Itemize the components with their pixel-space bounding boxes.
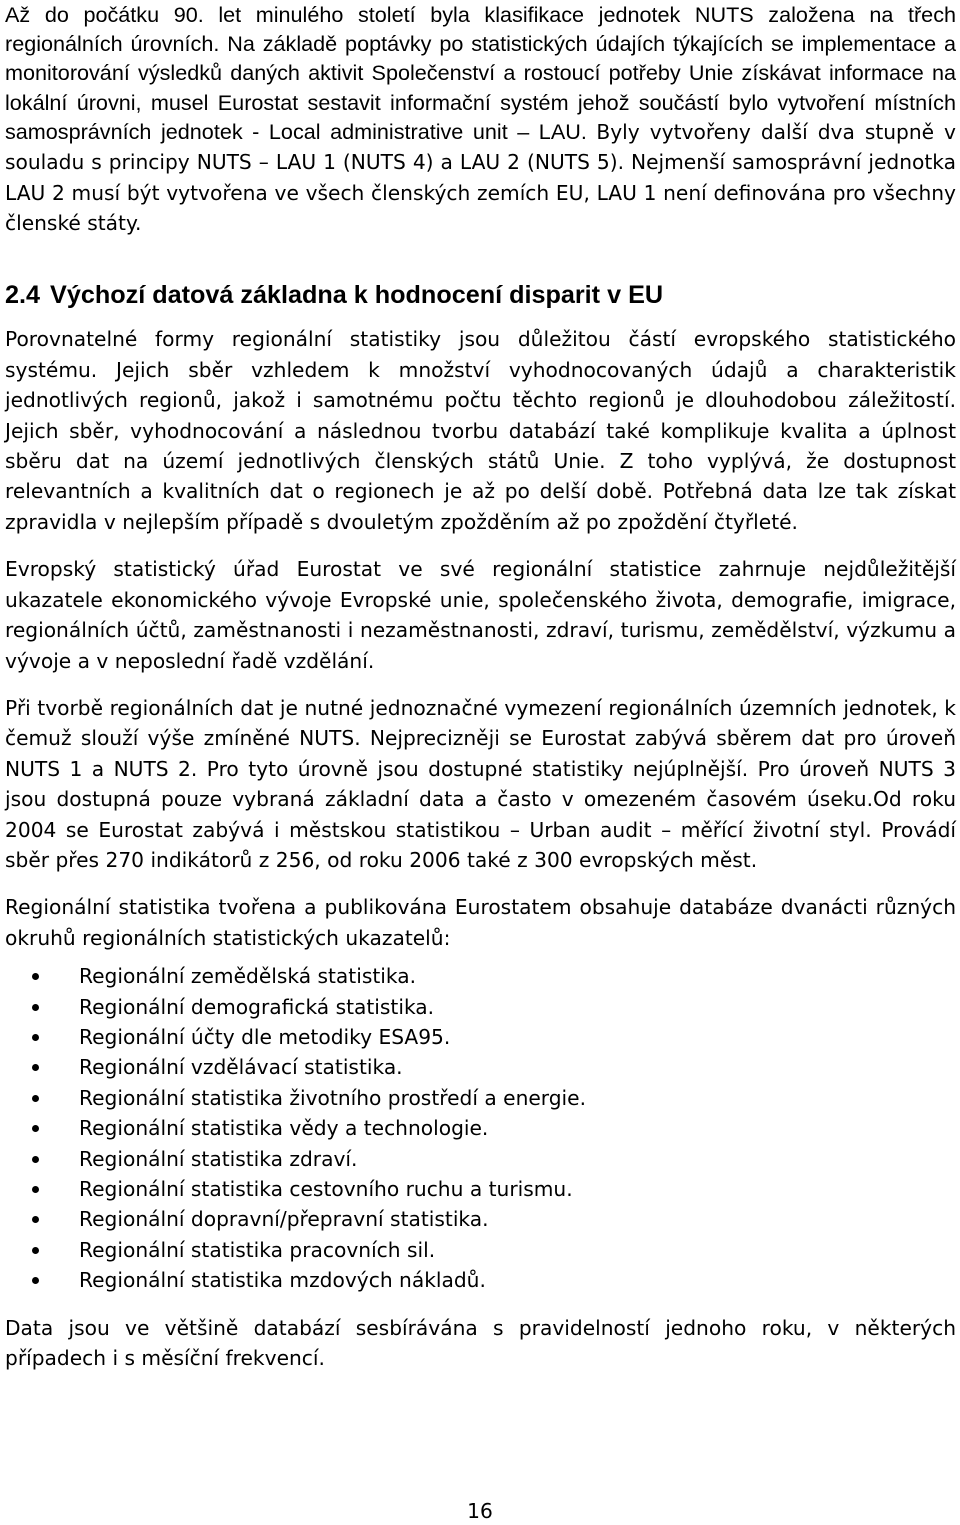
list-item-text: Regionální statistika vědy a technologie.	[79, 1116, 489, 1141]
bullet-icon	[32, 1156, 39, 1163]
list-item	[5, 1204, 956, 1234]
list-item	[5, 1144, 956, 1174]
page-number: 16	[467, 1499, 493, 1523]
list-item	[5, 1022, 956, 1052]
section-heading	[5, 278, 956, 312]
bullet-icon	[32, 1004, 39, 1011]
list-item-text: Regionální dopravní/přepravní statistika.	[79, 1207, 489, 1232]
bullet-list	[5, 961, 956, 1295]
list-item-text: Regionální demografická statistika.	[79, 994, 435, 1019]
list-item-text: Regionální statistika zdraví.	[79, 1146, 358, 1171]
list-item	[5, 1174, 956, 1204]
paragraph-data-availability: Porovnatelné formy regionální statistiky jsou důležitou částí evropského statistického systému. Jejich sběr vzhledem k množství vyhodnocovaných údajů a charakteristik jednotlivých regionů, jakož i samotnému počtu těchto regionů je dlouhodobou záležitostí. Jejich sběr, vyhodnocování a následnou tvorbu databází také komplikuje kvalita a úplnost sběru dat na území jednotlivých členských států Unie. Z toho vyplývá, že dostupnost relevantních a kvalitních dat o regionech je až po delší době. Potřebná data lze tak získat zpravidla v nejlepším případě s dvouletým zpožděním až po zpoždění čtyřleté.	[5, 327, 956, 534]
list-item-text: Regionální zemědělská statistika.	[79, 964, 416, 989]
bullet-icon	[32, 1186, 39, 1193]
list-item	[5, 1052, 956, 1082]
list-item-text: Regionální statistika cestovního ruchu a turismu.	[79, 1177, 573, 1201]
bullet-icon	[32, 1247, 39, 1254]
list-item	[5, 992, 956, 1022]
list-item	[5, 1113, 956, 1143]
bullet-icon	[32, 1064, 39, 1071]
list-item-text: Regionální účty dle metodiky ESA95.	[79, 1024, 451, 1049]
lau-text: Byly vytvořeny další dva stupně v souladu s principy NUTS – LAU 1 (NUTS 4) a LAU 2 (NUTS 5). Nejmenší samosprávní jednotka LAU 2 musí být vytvořena ve všech členských zemích EU, LAU 1 není definována pro všechny členské státy.	[5, 119, 956, 236]
intro-text: Až do počátku 90. let minulého století byla klasifikace jednotek NUTS založena na třech regionálních úrovních. Na základě poptávky po statistických údajích týkajících se implementace a monitorování výsledků daných aktivit Společenství a rostoucí potřeby Unie získávat informace na lokální úrovni, musel Eurostat sestavit informační systém jehož součástí bylo vytvoření místních samosprávních jednotek - Local administrative unit – LAU.	[5, 2, 956, 144]
paragraph-databases-intro: Regionální statistika tvořena a publikována Eurostatem obsahuje databáze dvanácti různých okruhů regionálních statistických ukazatelů:	[5, 895, 956, 950]
list-item	[5, 1265, 956, 1295]
list-item	[5, 1083, 956, 1113]
closing-paragraph: Data jsou ve většině databází sesbírávána s pravidelností jednoho roku, v některých případech i s měsíční frekvencí.	[5, 1315, 956, 1371]
intro-paragraph	[5, 0, 956, 238]
bullet-icon	[32, 1034, 39, 1041]
list-item	[5, 961, 956, 991]
bullet-icon	[32, 1216, 39, 1223]
list-item-text: Regionální statistika životního prostředí a energie.	[79, 1085, 586, 1110]
bullet-icon	[32, 973, 39, 980]
list-item-text: Regionální vzdělávací statistika.	[79, 1055, 403, 1080]
bullet-icon	[32, 1095, 39, 1102]
document-page	[5, 0, 956, 1373]
paragraph-nuts-levels: Při tvorbě regionálních dat je nutné jednoznačné vymezení regionálních územních jednotek, k čemuž slouží výše zmíněné NUTS. Nejprecizněji se Eurostat zabývá sběrem dat pro úroveň NUTS 1 a NUTS 2. Pro tyto úrovně jsou dostupné statistiky nejúplnější. Pro úroveň NUTS 3 jsou dostupná pouze vybraná základní data a často v omezeném časovém úseku.Od roku 2004 se Eurostat zabývá i městskou statistikou – Urban audit – měřící životní styl. Provádí sběr přes 270 indikátorů z 256, od roku 2006 také z 300 evropských měst.	[5, 695, 956, 872]
section-number: 2.4	[5, 281, 41, 310]
paragraph-eurostat-indicators: Evropský statistický úřad Eurostat ve své regionální statistice zahrnuje nejdůležitější ukazatele ekonomického vývoje Evropské unie, společenského života, demografie, imigrace, regionálních účtů, zaměstnanosti i nezaměstnanosti, zdraví, turismu, zemědělství, výzkumu a vývoje a v neposlední řadě vzdělání.	[5, 557, 956, 673]
list-item-text: Regionální statistika pracovních sil.	[79, 1237, 436, 1262]
bullet-icon	[32, 1125, 39, 1132]
bullet-icon	[32, 1277, 39, 1284]
section-title: Výchozí datová základna k hodnocení disparit v EU	[50, 281, 664, 310]
list-item	[5, 1235, 956, 1265]
list-item-text: Regionální statistika mzdových nákladů.	[79, 1268, 486, 1293]
